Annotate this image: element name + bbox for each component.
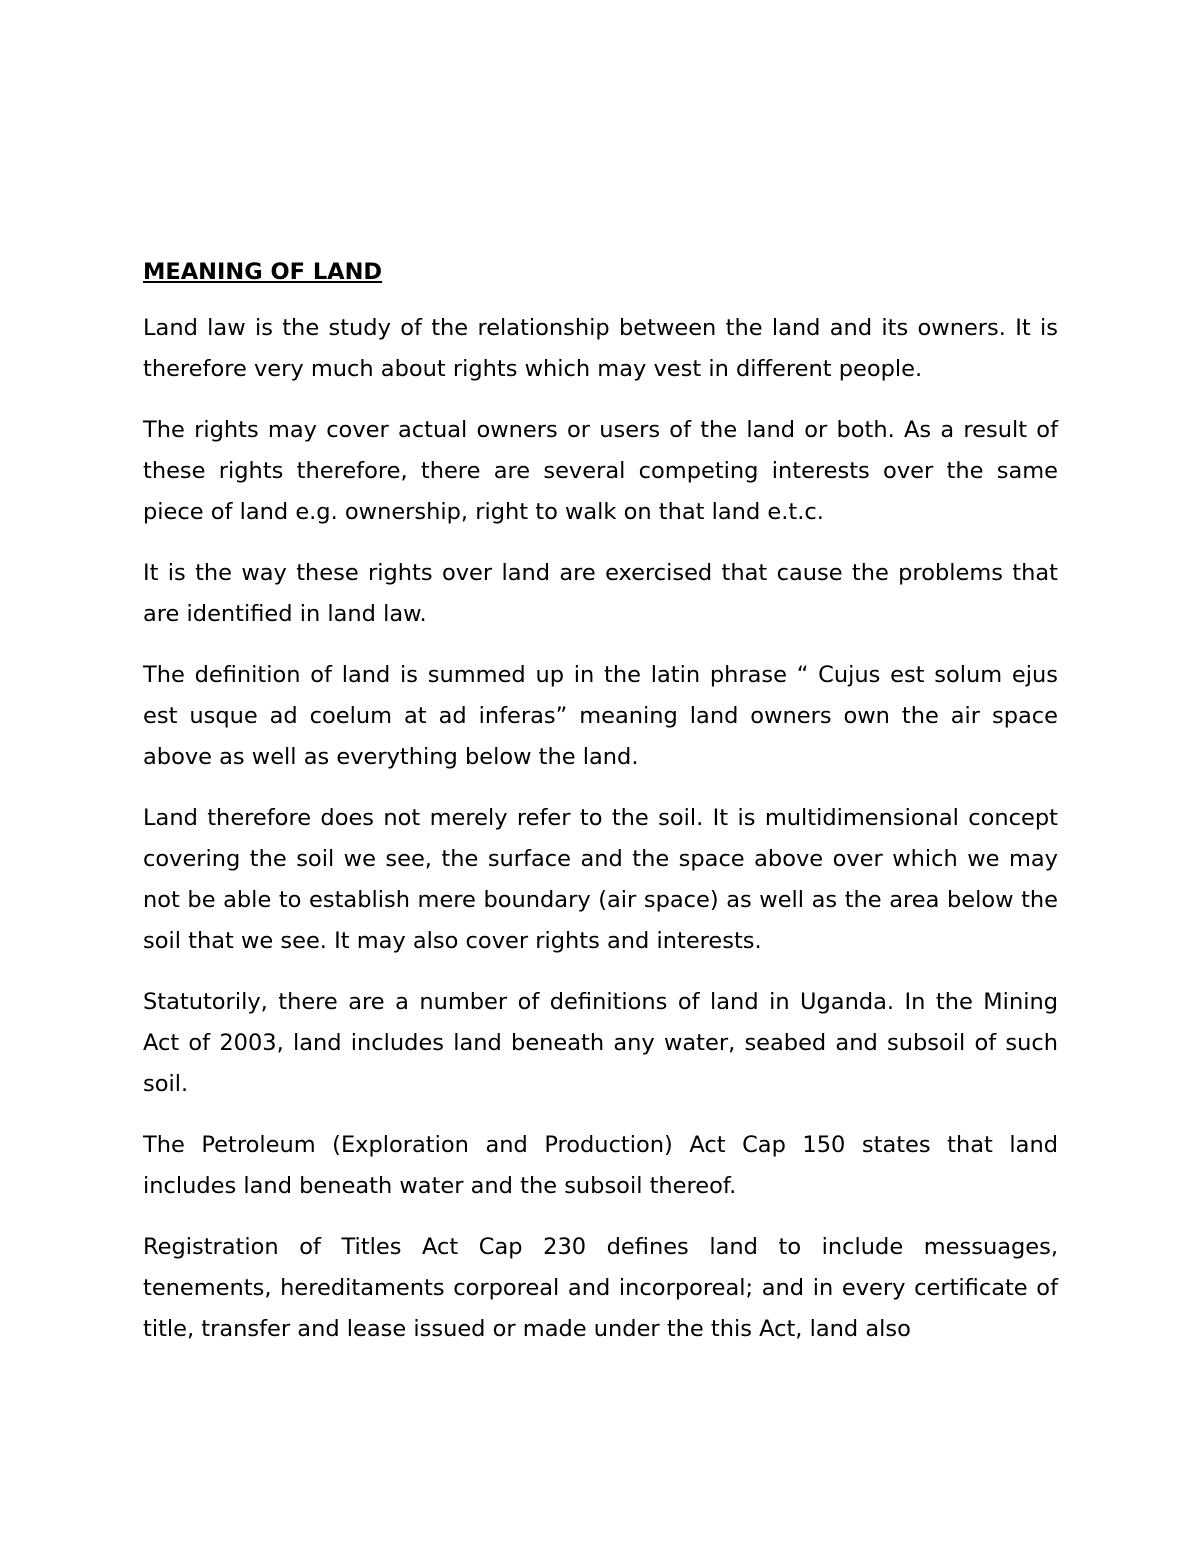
paragraph-5: Land therefore does not merely refer to the soil. It is multidimensional concept covering the soil we see, the surface and the space above over which we may not be able to establish mere boundary (air space) as well as the area below the soil that we see. It may also cover rights and interests.: [143, 805, 1058, 954]
paragraph-3: It is the way these rights over land are exercised that cause the problems that are identified in land law.: [143, 560, 1058, 627]
paragraph-4: The definition of land is summed up in the latin phrase “ Cujus est solum ejus est usque ad coelum at ad inferas” meaning land owners own the air space above as well as everything below the land.: [143, 662, 1058, 770]
paragraph-1: Land law is the study of the relationship between the land and its owners. It is therefore very much about rights which may vest in different people.: [143, 315, 1058, 382]
paragraph-6: Statutorily, there are a number of definitions of land in Uganda. In the Mining Act of 2003, land includes land beneath any water, seabed and subsoil of such soil.: [143, 989, 1058, 1097]
page-title: MEANING OF LAND: [143, 259, 383, 285]
paragraph-2: The rights may cover actual owners or users of the land or both. As a result of these rights therefore, there are several competing interests over the same piece of land e.g. ownership, right to walk on that land e.t.c.: [143, 417, 1058, 525]
paragraph-7: The Petroleum (Exploration and Production) Act Cap 150 states that land includes land beneath water and the subsoil thereof.: [143, 1132, 1058, 1199]
document-body: [143, 255, 1058, 1370]
paragraph-8: Registration of Titles Act Cap 230 defines land to include messuages, tenements, hereditaments corporeal and incorporeal; and in every certificate of title, transfer and lease issued or made under the this Act, land also: [143, 1234, 1058, 1342]
